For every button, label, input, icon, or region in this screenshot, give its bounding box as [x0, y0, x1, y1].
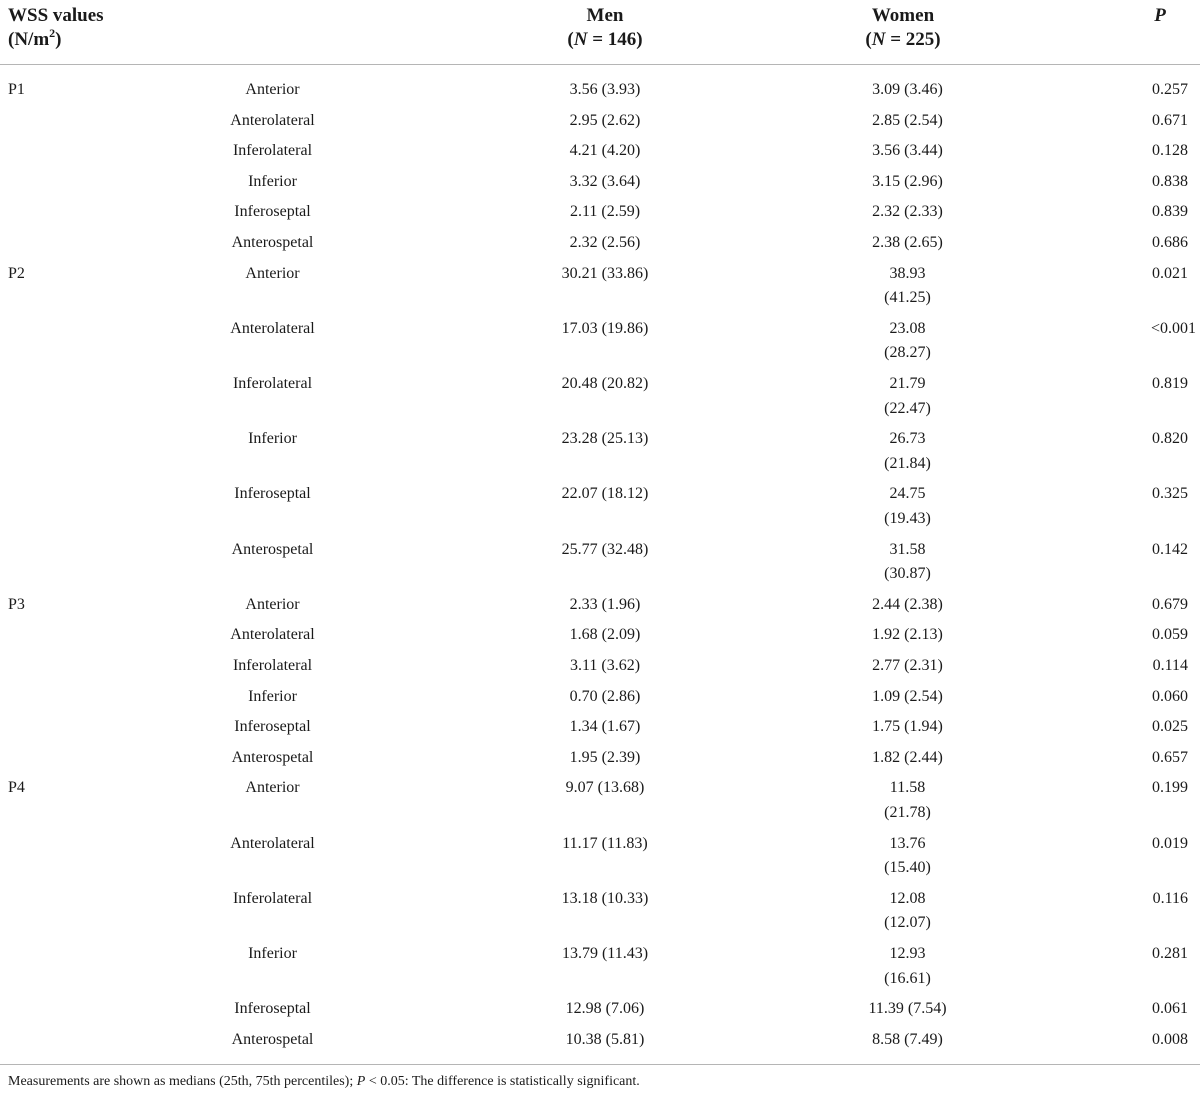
- header-women-n: [838, 28, 968, 52]
- cell-p-value: <0.001: [1150, 319, 1196, 337]
- cell-men-value: 13.79 (11.43): [561, 945, 649, 962]
- cell-women-value-line1: 1.82 (2.44): [872, 748, 943, 766]
- cell-women-value: [825, 231, 990, 256]
- cell-segment: Inferoseptal: [234, 485, 311, 503]
- cell-women-value-line1: 12.08: [889, 889, 926, 907]
- header-men: [540, 4, 670, 52]
- cell-segment: Inferolateral: [232, 889, 313, 907]
- header-p-value: P: [1154, 5, 1166, 26]
- cell-women-value-line1: 21.79: [889, 375, 926, 392]
- cell-women-value-line2: (22.47): [884, 399, 931, 417]
- cell-p-value: 0.021: [1152, 264, 1188, 282]
- cell-men-value: 30.21 (33.86): [561, 264, 649, 282]
- cell-p-value: 0.325: [1152, 485, 1188, 503]
- cell-segment: Anterospetal: [231, 748, 314, 766]
- cell-men-value: 22.07 (18.12): [561, 485, 649, 503]
- cell-segment: Anterior: [245, 595, 300, 613]
- cell-segment: Inferior: [248, 945, 297, 962]
- cell-segment: Inferolateral: [232, 657, 313, 674]
- cell-men-value: 12.98 (7.06): [565, 1000, 645, 1018]
- cell-women-value-line2: (16.61): [884, 969, 931, 987]
- cell-segment: Anterolateral: [230, 111, 315, 129]
- cell-women-value: [825, 593, 990, 618]
- cell-men-value: 13.18 (10.33): [561, 889, 649, 907]
- cell-segment: Inferior: [248, 172, 297, 190]
- cell-women-value: [825, 482, 990, 531]
- header-wss-values: [8, 4, 104, 52]
- cell-women-value: [825, 887, 990, 936]
- cell-women-value: [825, 262, 990, 311]
- cell-p-value: 0.820: [1152, 430, 1188, 448]
- cell-men-value: 23.28 (25.13): [561, 430, 649, 448]
- cell-men-value: 10.38 (5.81): [565, 1030, 645, 1048]
- cell-segment: Anterolateral: [230, 626, 315, 644]
- header-men-n-pre: (: [567, 29, 574, 50]
- cell-p-value: 0.281: [1152, 945, 1188, 962]
- header-men-n-val: = 146): [587, 29, 643, 50]
- cell-men-value: 11.17 (11.83): [562, 834, 648, 852]
- cell-women-value: [825, 538, 990, 587]
- cell-p-value: 0.657: [1152, 748, 1188, 766]
- cell-position-group: P4: [8, 779, 25, 797]
- header-women-n-var: N: [871, 29, 886, 50]
- cell-men-value: 2.33 (1.96): [569, 595, 641, 613]
- cell-p-value: 0.142: [1152, 540, 1188, 558]
- cell-women-value-line1: 11.58: [889, 779, 926, 797]
- cell-women-value-line2: (28.27): [884, 344, 931, 362]
- cell-men-value: 2.11 (2.59): [569, 203, 641, 221]
- cell-segment: Anterolateral: [230, 319, 315, 337]
- cell-segment: Inferior: [248, 687, 297, 705]
- cell-segment: Anterior: [245, 81, 300, 98]
- cell-segment: Anterior: [245, 264, 300, 282]
- cell-position-group: P3: [8, 595, 25, 613]
- cell-women-value-line2: (41.25): [884, 289, 931, 307]
- cell-segment: Inferolateral: [232, 375, 313, 392]
- cell-p-value: 0.060: [1152, 687, 1188, 705]
- cell-women-value-line1: 1.92 (2.13): [872, 626, 943, 644]
- cell-women-value: [825, 685, 990, 710]
- cell-p-value: 0.838: [1152, 172, 1188, 190]
- cell-segment: Inferoseptal: [234, 1000, 311, 1018]
- cell-p-value: 0.257: [1152, 81, 1188, 98]
- cell-women-value: [825, 746, 990, 771]
- cell-women-value-line2: (30.87): [884, 565, 931, 583]
- cell-p-value: 0.059: [1152, 626, 1188, 644]
- cell-women-value: [825, 715, 990, 740]
- footnote-p-var: P: [356, 1074, 366, 1089]
- header-wss-line1: WSS values: [8, 5, 104, 26]
- table-header: [0, 2, 1200, 64]
- cell-women-value-line1: 2.32 (2.33): [872, 203, 943, 221]
- header-women-n-val: = 225): [885, 29, 941, 50]
- cell-women-value: [825, 832, 990, 881]
- cell-segment: Anterospetal: [231, 1030, 314, 1048]
- cell-women-value-line1: 2.77 (2.31): [872, 657, 943, 674]
- header-divider: [0, 64, 1200, 65]
- cell-women-value: [825, 200, 990, 225]
- cell-p-value: 0.839: [1152, 203, 1188, 221]
- cell-position-group: P2: [8, 264, 25, 282]
- cell-p-value: 0.019: [1152, 834, 1188, 852]
- cell-men-value: 2.95 (2.62): [569, 111, 641, 129]
- cell-segment: Anterospetal: [231, 540, 314, 558]
- cell-women-value: [825, 78, 990, 103]
- cell-women-value: [825, 427, 990, 476]
- cell-men-value: 1.34 (1.67): [569, 718, 641, 736]
- cell-men-value: 2.32 (2.56): [569, 234, 641, 251]
- table-footnote: [8, 1072, 640, 1092]
- header-men-n-var: N: [573, 29, 588, 50]
- cell-p-value: 0.819: [1152, 375, 1188, 392]
- cell-position-group: P1: [8, 81, 25, 98]
- cell-men-value: 1.68 (2.09): [569, 626, 641, 644]
- cell-women-value: [825, 317, 990, 366]
- cell-women-value-line1: 3.56 (3.44): [872, 142, 943, 160]
- cell-women-value-line1: 3.15 (2.96): [872, 172, 943, 190]
- cell-p-value: 0.061: [1152, 1000, 1188, 1018]
- cell-women-value: [825, 170, 990, 195]
- cell-men-value: 4.21 (4.20): [569, 142, 641, 160]
- cell-women-value-line1: 23.08: [889, 319, 926, 337]
- cell-men-value: 25.77 (32.48): [561, 540, 649, 558]
- cell-p-value: 0.679: [1152, 595, 1188, 613]
- header-wss-unit-post: ): [55, 29, 62, 50]
- cell-women-value-line2: (15.40): [884, 859, 931, 877]
- cell-segment: Inferoseptal: [234, 203, 311, 221]
- header-wss-unit-sup: 2: [49, 26, 56, 40]
- cell-women-value: [825, 372, 990, 421]
- cell-women-value-line2: (19.43): [884, 509, 931, 527]
- cell-men-value: 3.56 (3.93): [569, 81, 641, 98]
- header-men-n: [540, 28, 670, 52]
- cell-women-value: [825, 654, 990, 679]
- header-wss-unit-pre: (N/m: [8, 29, 50, 50]
- cell-segment: Anterospetal: [231, 234, 314, 251]
- cell-men-value: 0.70 (2.86): [569, 687, 641, 705]
- cell-p-value: 0.114: [1152, 657, 1188, 674]
- cell-women-value-line2: (12.07): [884, 914, 931, 932]
- cell-p-value: 0.008: [1152, 1030, 1188, 1048]
- cell-women-value-line1: 2.44 (2.38): [872, 595, 943, 613]
- cell-p-value: 0.128: [1152, 142, 1188, 160]
- cell-women-value-line2: (21.84): [884, 454, 931, 472]
- cell-women-value-line1: 24.75: [889, 485, 926, 503]
- cell-segment: Inferoseptal: [234, 718, 311, 736]
- footnote-text-pre: Measurements are shown as medians (25th, 75th percentiles);: [8, 1074, 357, 1089]
- cell-women-value: [825, 109, 990, 134]
- cell-women-value-line1: 13.76: [889, 834, 926, 852]
- header-men-label: Men: [586, 5, 624, 26]
- cell-women-value-line1: 1.75 (1.94): [872, 718, 943, 736]
- cell-women-value: [825, 1028, 990, 1053]
- cell-women-value-line1: 38.93: [889, 264, 926, 282]
- cell-p-value: 0.686: [1152, 234, 1188, 251]
- cell-women-value-line1: 1.09 (2.54): [872, 687, 943, 705]
- header-women: [838, 4, 968, 52]
- footnote-text-post: < 0.05: The difference is statistically significant.: [365, 1074, 640, 1089]
- header-women-n-pre: (: [865, 29, 872, 50]
- cell-women-value: [825, 623, 990, 648]
- cell-women-value: [825, 139, 990, 164]
- cell-women-value-line1: 8.58 (7.49): [872, 1030, 943, 1048]
- cell-men-value: 1.95 (2.39): [569, 748, 641, 766]
- cell-p-value: 0.199: [1152, 779, 1188, 797]
- cell-women-value-line2: (21.78): [884, 803, 931, 821]
- cell-men-value: 17.03 (19.86): [561, 319, 649, 337]
- cell-women-value: [825, 942, 990, 991]
- cell-women-value: [825, 997, 990, 1022]
- cell-women-value-line1: 31.58: [889, 540, 926, 558]
- cell-men-value: 9.07 (13.68): [565, 779, 645, 797]
- cell-women-value: [825, 776, 990, 825]
- cell-women-value-line1: 3.09 (3.46): [872, 81, 943, 98]
- cell-p-value: 0.025: [1152, 718, 1188, 736]
- cell-men-value: 3.32 (3.64): [569, 172, 641, 190]
- cell-men-value: 20.48 (20.82): [561, 375, 649, 392]
- header-wss-unit: [8, 28, 104, 52]
- cell-segment: Inferior: [248, 430, 297, 448]
- cell-segment: Anterior: [245, 779, 300, 797]
- cell-segment: Inferolateral: [232, 142, 313, 160]
- cell-women-value-line1: 2.38 (2.65): [872, 234, 943, 251]
- header-women-label: Women: [871, 5, 935, 26]
- cell-women-value-line1: 2.85 (2.54): [872, 111, 943, 129]
- cell-segment: Anterolateral: [230, 834, 315, 852]
- table-bottom-divider: [0, 1064, 1200, 1065]
- cell-women-value-line1: 26.73: [889, 430, 926, 448]
- cell-p-value: 0.116: [1152, 889, 1188, 907]
- cell-men-value: 3.11 (3.62): [569, 657, 641, 674]
- cell-women-value-line1: 11.39 (7.54): [868, 1000, 947, 1018]
- cell-women-value-line1: 12.93: [889, 945, 926, 962]
- cell-p-value: 0.671: [1152, 111, 1188, 129]
